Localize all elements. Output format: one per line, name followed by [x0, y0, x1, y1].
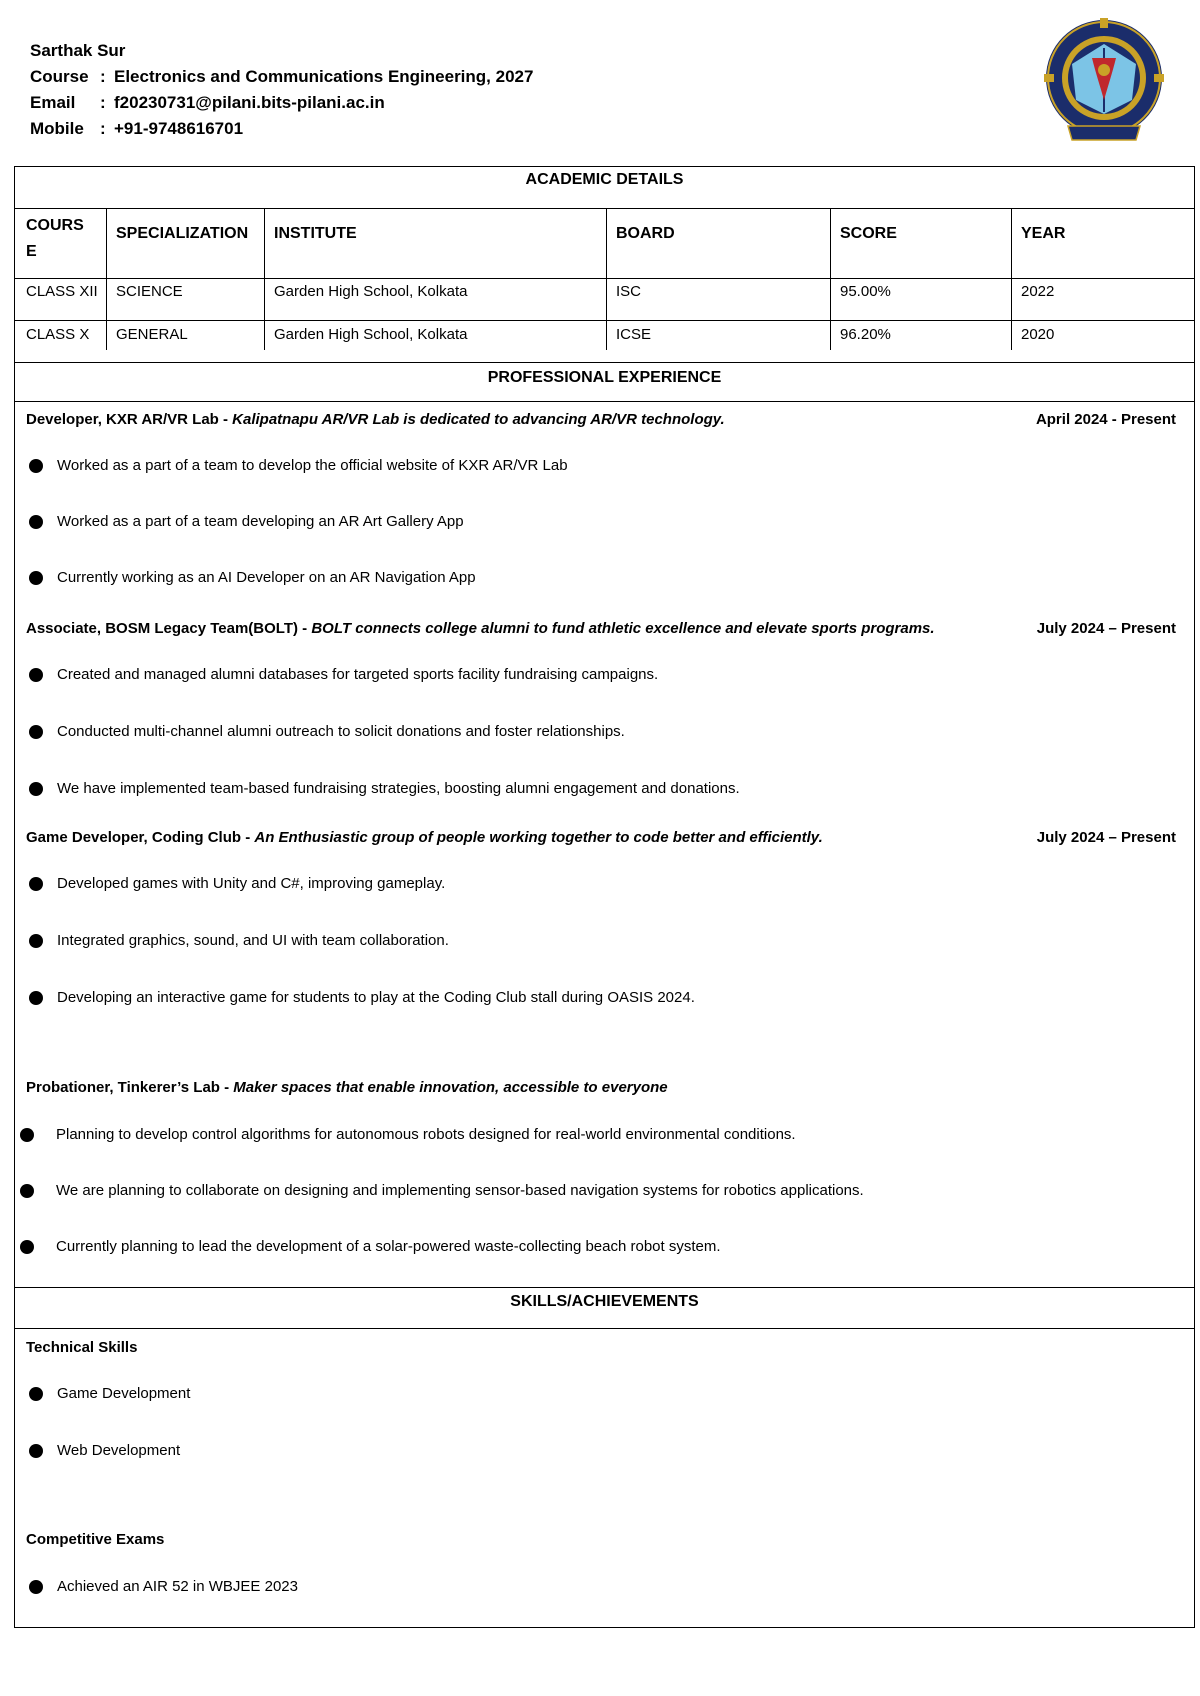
bullet-icon — [29, 1387, 43, 1401]
email-row — [30, 90, 533, 116]
table-cell: CLASS XII — [26, 283, 98, 300]
bullet-icon — [29, 782, 43, 796]
list-item — [20, 1126, 796, 1143]
experience-description: BOLT connects college alumni to fund athletic excellence and elevate sports programs. — [311, 620, 935, 637]
email-label: Email — [30, 93, 76, 112]
bullet-icon — [20, 1184, 34, 1198]
table-cell: 95.00% — [840, 283, 891, 300]
bullet-icon — [29, 459, 43, 473]
column-header-course: COURS E — [26, 217, 84, 260]
course-label: Course — [30, 67, 89, 86]
experience-description: Maker spaces that enable innovation, accessible to everyone — [233, 1079, 668, 1096]
experience-entry-title — [26, 1079, 668, 1096]
bullet-icon — [29, 934, 43, 948]
table-cell: Garden High School, Kolkata — [274, 283, 468, 300]
bullet-icon — [29, 1580, 43, 1594]
bits-pilani-seal-icon — [1036, 14, 1172, 150]
academic-section-title: ACADEMIC DETAILS — [525, 171, 684, 188]
experience-section-title: PROFESSIONAL EXPERIENCE — [487, 369, 722, 386]
list-item-text: Web Development — [57, 1442, 181, 1459]
column-header-board: BOARD — [616, 225, 675, 242]
experience-entry-title — [26, 411, 725, 428]
email-separator: : — [100, 93, 106, 112]
column-header-specialization: SPECIALIZATION — [116, 225, 249, 242]
course-separator: : — [100, 67, 106, 86]
email-value[interactable]: f20230731@pilani.bits-pilani.ac.in — [114, 93, 385, 112]
bullet-icon — [29, 515, 43, 529]
competitive-exams-heading: Competitive Exams — [26, 1531, 165, 1548]
bullet-icon — [29, 1444, 43, 1458]
list-item-text: Worked as a part of a team developing an AR Art Gallery App — [57, 513, 464, 530]
table-cell: Garden High School, Kolkata — [274, 326, 468, 343]
table-cell: ICSE — [616, 326, 652, 343]
mobile-separator: : — [100, 119, 106, 138]
list-item — [29, 723, 625, 740]
list-item — [29, 666, 658, 683]
column-header-year: YEAR — [1021, 225, 1066, 242]
experience-date: July 2024 – Present — [1036, 620, 1176, 637]
list-item — [29, 780, 740, 797]
experience-role: Associate, BOSM Legacy Team(BOLT) - — [26, 620, 312, 637]
column-header-score: SCORE — [840, 225, 897, 242]
bullet-icon — [29, 571, 43, 585]
table-cell: SCIENCE — [116, 283, 183, 300]
list-item — [29, 989, 695, 1006]
list-item — [29, 1442, 180, 1459]
list-item — [29, 457, 568, 474]
skills-section-title: SKILLS/ACHIEVEMENTS — [510, 1293, 699, 1310]
bullet-icon — [29, 877, 43, 891]
list-item-text: We have implemented team-based fundraising strategies, boosting alumni engagement and donations. — [57, 780, 740, 797]
experience-date: April 2024 - Present — [1035, 411, 1176, 428]
table-cell: ISC — [616, 283, 642, 300]
experience-role: Game Developer, Coding Club - — [26, 829, 255, 846]
resume-content-box — [14, 166, 1195, 1628]
list-item-text: Worked as a part of a team to develop the official website of KXR AR/VR Lab — [57, 457, 568, 474]
list-item — [29, 875, 445, 892]
table-cell: 96.20% — [840, 326, 891, 343]
list-item — [29, 569, 476, 586]
candidate-name: Sarthak Sur — [30, 41, 126, 60]
bullet-icon — [20, 1240, 34, 1254]
list-item-text: Achieved an AIR 52 in WBJEE 2023 — [57, 1578, 298, 1595]
contact-header — [30, 38, 533, 142]
list-item-text: Integrated graphics, sound, and UI with team collaboration. — [57, 932, 449, 949]
experience-role: Probationer, Tinkerer’s Lab - — [26, 1079, 234, 1096]
list-item-text: Planning to develop control algorithms for autonomous robots designed for real-world environmental conditions. — [56, 1126, 796, 1143]
experience-date: July 2024 – Present — [1036, 829, 1176, 846]
bullet-icon — [29, 991, 43, 1005]
list-item-text: Conducted multi-channel alumni outreach to solicit donations and foster relationships. — [57, 723, 625, 740]
table-cell: 2020 — [1021, 326, 1055, 343]
experience-description: An Enthusiastic group of people working together to code better and efficiently. — [254, 829, 823, 846]
bullet-icon — [29, 725, 43, 739]
list-item-text: Currently planning to lead the development of a solar-powered waste-collecting beach robot system. — [56, 1238, 721, 1255]
list-item — [20, 1238, 721, 1255]
list-item-text: We are planning to collaborate on designing and implementing sensor-based navigation systems for robotics applications. — [56, 1182, 864, 1199]
experience-entry-title — [26, 829, 823, 846]
list-item — [29, 513, 464, 530]
experience-entry-title — [26, 620, 935, 637]
bullet-icon — [20, 1128, 34, 1142]
list-item-text: Game Development — [57, 1385, 191, 1402]
list-item-text: Developing an interactive game for students to play at the Coding Club stall during OASIS 2024. — [57, 989, 695, 1006]
list-item — [20, 1182, 864, 1199]
list-item-text: Created and managed alumni databases for targeted sports facility fundraising campaigns. — [57, 666, 659, 683]
course-value: Electronics and Communications Engineering, 2027 — [114, 67, 534, 86]
mobile-value: +91-9748616701 — [114, 119, 244, 138]
technical-skills-heading: Technical Skills — [26, 1339, 138, 1356]
list-item — [29, 1385, 190, 1402]
experience-description: Kalipatnapu AR/VR Lab is dedicated to advancing AR/VR technology. — [232, 411, 725, 428]
table-cell: GENERAL — [116, 326, 188, 343]
list-item-text: Currently working as an AI Developer on an AR Navigation App — [57, 569, 476, 586]
list-item — [29, 932, 449, 949]
table-cell: 2022 — [1021, 283, 1055, 300]
course-row — [30, 64, 533, 90]
table-cell: CLASS X — [26, 326, 90, 343]
column-header-institute: INSTITUTE — [274, 225, 357, 242]
experience-role: Developer, KXR AR/VR Lab - — [26, 411, 233, 428]
bullet-icon — [29, 668, 43, 682]
mobile-label: Mobile — [30, 119, 84, 138]
mobile-row — [30, 116, 533, 142]
list-item — [29, 1578, 298, 1595]
list-item-text: Developed games with Unity and C#, improving gameplay. — [57, 875, 446, 892]
